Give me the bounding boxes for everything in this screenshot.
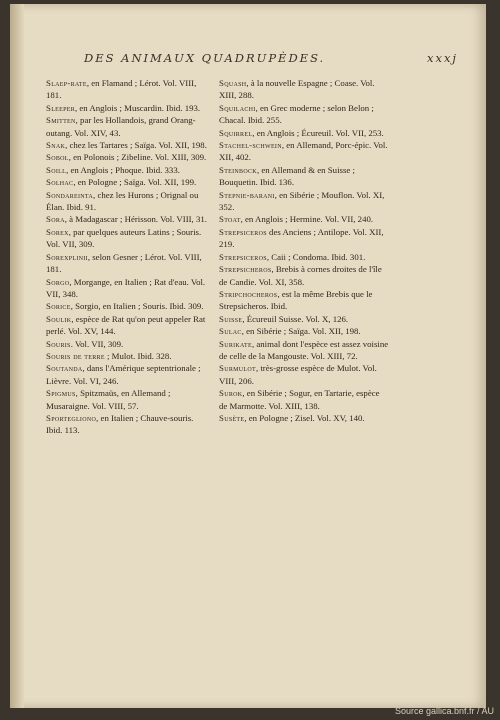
index-entry <box>219 313 389 325</box>
index-entry <box>219 189 389 214</box>
entry-text: , en Italien ; Chauve-souris. Ibid. 113. <box>46 412 194 436</box>
index-entry <box>46 350 208 362</box>
entry-headword: Stripchocheros <box>219 288 278 299</box>
index-entry <box>46 151 208 163</box>
entry-headword: Sportegliono <box>46 412 97 423</box>
index-entry <box>219 127 389 139</box>
running-title: DES ANIMAUX QUADRUPÈDES. <box>84 51 326 65</box>
entry-headword: Snak <box>46 140 66 151</box>
index-entry <box>219 338 389 363</box>
entry-headword: Squilachi <box>219 102 256 113</box>
entry-text: , à Madagascar ; Hérisson. Vol. VIII, 31. <box>64 214 207 225</box>
index-entry <box>46 114 208 139</box>
entry-headword: Sorice <box>46 301 71 312</box>
book-page <box>10 4 486 708</box>
entry-text: . Vol. VII, 309. <box>70 338 124 349</box>
entry-headword: Squirrel <box>219 127 253 138</box>
page-gutter-shadow <box>10 4 24 708</box>
index-entry <box>46 102 208 114</box>
right-column <box>219 77 389 424</box>
index-entry <box>46 362 208 387</box>
index-entry <box>46 77 208 102</box>
entry-text: , en Sibérie ; Saïga. Vol. XII, 198. <box>241 326 361 337</box>
index-entry <box>46 276 208 301</box>
entry-text: ; Mulot. Ibid. 328. <box>104 350 172 361</box>
entry-text: , en Allemand, Porc-épic. Vol. XII, 402. <box>219 140 388 163</box>
index-entry <box>46 300 208 312</box>
entry-headword: Susète <box>219 412 245 423</box>
entry-headword: Soulik <box>46 313 72 324</box>
entry-text: , Brebis à cornes droites de l'île de Candie. Vol. XI, 358. <box>219 264 382 287</box>
entry-headword: Sorexplinii <box>46 251 88 262</box>
entry-headword: Soill <box>46 164 67 175</box>
entry-headword: Sora <box>46 214 65 225</box>
index-entry <box>46 412 208 437</box>
index-entry <box>46 226 208 251</box>
index-entry <box>219 77 389 102</box>
left-column <box>46 77 208 437</box>
index-entry <box>46 338 208 350</box>
entry-headword: Sorgo <box>46 276 70 287</box>
entry-text: , en Flamand ; Lérot. Vol. VIII, 181. <box>46 78 197 101</box>
entry-text: , Sorgio, en Italien ; Souris. Ibid. 309. <box>70 301 204 312</box>
entry-headword: Surmulot <box>219 363 256 374</box>
entry-text: , à la nouvelle Espagne ; Coase. Vol. XIII, 288. <box>219 78 375 101</box>
entry-headword: Sobol <box>46 152 69 163</box>
entry-text: , Spitzmaüs, en Allemand ; Musaraigne. Vol. VIII, 57. <box>46 388 171 411</box>
entry-headword: Slaep-rate <box>46 78 87 88</box>
entry-text: , chez les Tartares ; Saïga. Vol. XII, 198. <box>65 140 207 151</box>
entry-text: , en Allemand & en Suisse ; Bouquetin. Ibid. 136. <box>219 164 355 188</box>
entry-text: , en Pologne ; Zisel. Vol. XV, 140. <box>244 412 365 423</box>
entry-headword: Strepsiceros <box>219 251 267 262</box>
entry-text: , en Grec moderne ; selon Belon ; Chacal. Ibid. 255. <box>219 102 374 126</box>
entry-text: , est la même Brebis que le Strepsicheros. Ibid. <box>219 288 373 312</box>
entry-headword: Strepsiceros <box>219 226 267 237</box>
entry-text: , en Anglois ; Hermine. Vol. VII, 240. <box>240 214 374 225</box>
entry-text: , selon Gesner ; Lérot. Vol. VIII, 181. <box>46 251 202 275</box>
entry-headword: Sorex <box>46 226 69 237</box>
entry-headword: Strepsicheros <box>219 264 272 275</box>
index-entry <box>219 288 389 313</box>
index-entry <box>219 387 389 412</box>
index-entry <box>46 139 208 151</box>
index-entry <box>219 102 389 127</box>
entry-headword: Spigmus <box>46 388 76 399</box>
index-entry <box>46 251 208 276</box>
entry-text: , en Polonois ; Zibeline. Vol. XIII, 309. <box>68 152 207 163</box>
entry-text: des Anciens ; Antilope. Vol. XII, 219. <box>219 226 384 250</box>
index-entry <box>219 213 389 225</box>
entry-text: , en Sibérie ; Mouflon. Vol. XI, 352. <box>219 189 385 213</box>
entry-text: , chez les Hurons ; Orignal ou Élan. Ibid. 91. <box>46 189 199 213</box>
page-number: xxxj <box>426 51 458 65</box>
entry-text: , espèce de Rat qu'on peut appeler Rat perlé. Vol. XV, 144. <box>46 313 206 337</box>
entry-text: , très-grosse espèce de Mulot. Vol. VIII, 206. <box>219 363 377 386</box>
index-entry <box>219 325 389 337</box>
index-entry <box>219 164 389 189</box>
running-header <box>84 51 458 65</box>
entry-headword: Stepnie-barani <box>219 189 275 200</box>
entry-text: , en Anglois ; Phoque. Ibid. 333. <box>66 164 180 175</box>
entry-headword: Souris de terre <box>46 350 105 361</box>
source-attribution: Source gallica.bnf.fr / AU <box>394 706 494 716</box>
entry-headword: Suisse <box>219 313 243 324</box>
entry-text: , Écureuil Suisse. Vol. X, 126. <box>242 313 349 324</box>
entry-text: , par quelques auteurs Latins ; Souris. Vol. VII, 309. <box>46 226 202 250</box>
index-entry <box>219 226 389 251</box>
entry-headword: Solhac <box>46 177 74 188</box>
entry-text: , dans l'Amérique septentrionale ; Lièvre. Vol. VI, 246. <box>46 363 201 386</box>
entry-headword: Squash <box>219 78 247 88</box>
index-entry <box>46 164 208 176</box>
entry-headword: Sleeper <box>46 102 75 113</box>
entry-text: , Morgange, en Italien ; Rat d'eau. Vol. VII, 348. <box>46 276 206 299</box>
entry-headword: Sulac <box>219 326 242 337</box>
entry-text: , en Sibérie ; Sogur, en Tartarie, espèce de Marmotte. Vol. XIII, 138. <box>219 388 380 411</box>
entry-text: , en Anglois ; Écureuil. Vol. VII, 253. <box>252 127 384 138</box>
index-entry <box>219 139 389 164</box>
index-entry <box>46 189 208 214</box>
entry-headword: Soutanda <box>46 363 83 374</box>
index-entry <box>219 251 389 263</box>
entry-text: , en Anglois ; Muscardin. Ibid. 193. <box>75 102 201 113</box>
index-entry <box>219 362 389 387</box>
index-entry <box>46 387 208 412</box>
entry-text: , Caii ; Condoma. Ibid. 301. <box>266 251 366 262</box>
entry-headword: Surikate <box>219 338 252 349</box>
entry-headword: Stoat <box>219 214 241 225</box>
entry-headword: Souris <box>46 338 71 349</box>
entry-headword: Smitten <box>46 115 76 126</box>
entry-headword: Surok <box>219 388 243 399</box>
entry-text: , par les Hollandois, grand Orang-outang. Vol. XIV, 43. <box>46 115 196 138</box>
index-entry <box>219 263 389 288</box>
entry-headword: Stachel-schwein <box>219 140 282 151</box>
index-entry <box>46 313 208 338</box>
index-entry <box>219 412 389 424</box>
index-entry <box>46 176 208 188</box>
entry-text: , en Pologne ; Saïga. Vol. XII, 199. <box>73 177 197 188</box>
entry-headword: Steinbock <box>219 164 257 175</box>
entry-headword: Sondareinta <box>46 189 94 200</box>
index-entry <box>46 213 208 225</box>
entry-text: , animal dont l'espèce est assez voisine de celle de la Mangouste. Vol. XIII, 72. <box>219 338 389 361</box>
